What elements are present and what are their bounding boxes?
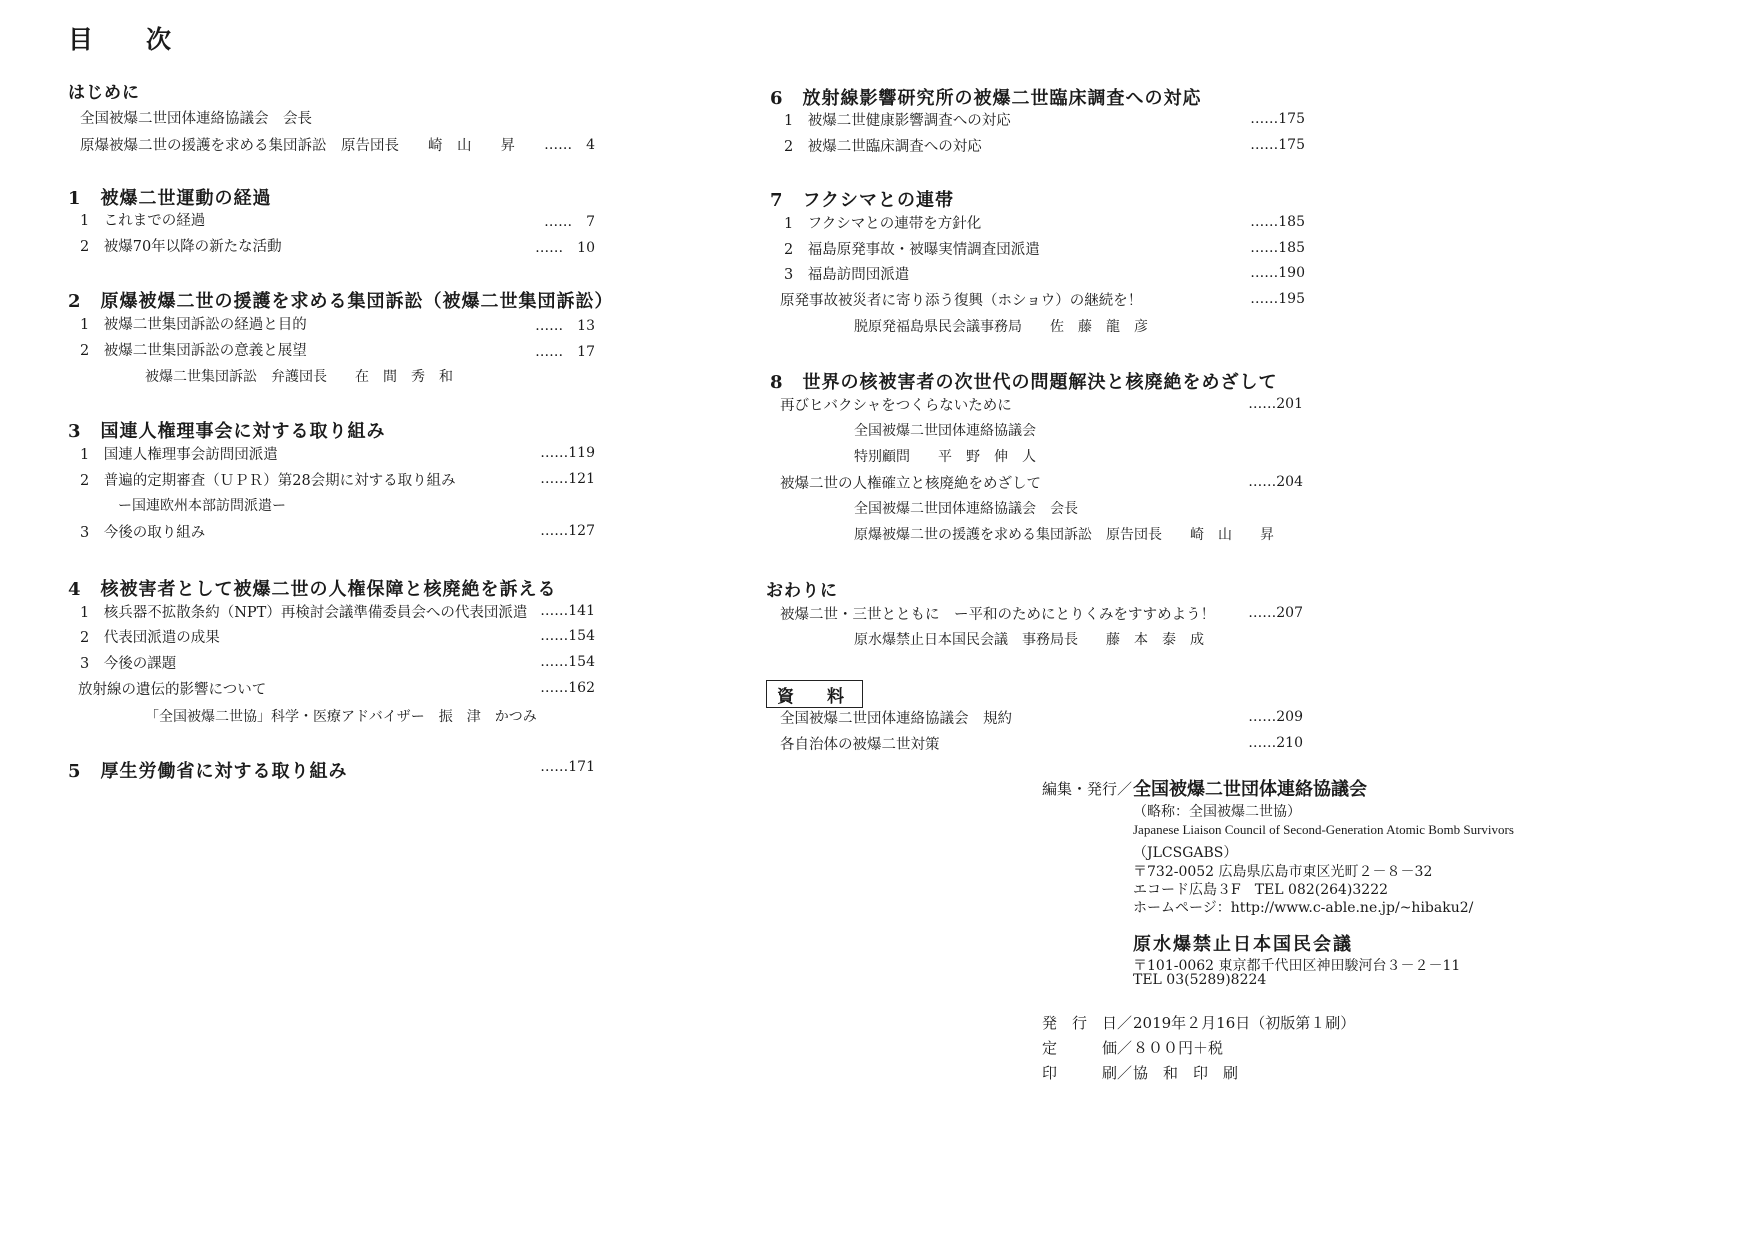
toc-item-page: ……127 <box>540 523 595 539</box>
section-2-author: 被爆二世集団訴訟 弁護団長 在 間 秀 和 <box>145 369 453 385</box>
toc-item[interactable]: 2 普遍的定期審査（ＵＰＲ）第28会期に対する取り組み <box>80 473 456 489</box>
toc-item[interactable]: 1 フクシマとの連帯を方針化 <box>784 216 982 232</box>
toc-item-page: ……209 <box>1248 709 1303 725</box>
publish-date-label: 発 行 日／ <box>1042 1014 1133 1032</box>
toc-item[interactable]: 被爆二世・三世とともに ー平和のためにとりくみをすすめよう！ <box>780 607 1216 623</box>
toc-item-page: ……210 <box>1248 735 1303 751</box>
toc-item[interactable]: 被爆二世の人権確立と核廃絶をめざして <box>780 476 1041 492</box>
publisher-abbrev: （略称：全国被爆二世協） <box>1133 804 1301 820</box>
toc-item[interactable]: 3 今後の取り組み <box>80 525 206 541</box>
toc-item-page: ……185 <box>1250 240 1305 256</box>
section-8-author-a1: 全国被爆二世団体連絡協議会 <box>854 423 1036 439</box>
toc-item-page: ……207 <box>1248 605 1303 621</box>
intro-author-line-2: 原爆被爆二世の援護を求める集団訴訟 原告団長 崎 山 昇 <box>80 138 515 154</box>
toc-item-page: ……121 <box>540 471 595 487</box>
price-value: ８００円＋税 <box>1133 1039 1224 1057</box>
section-8-author-b1: 全国被爆二世団体連絡協議会 会長 <box>854 501 1078 517</box>
section-7-author: 脱原発福島県民会議事務局 佐 藤 龍 彦 <box>854 319 1148 335</box>
section-6-heading[interactable]: 6 放射線影響研究所の被爆二世臨床調査への対応 <box>770 88 1202 109</box>
section-3-subline: ー国連欧州本部訪問派遣ー <box>118 498 286 514</box>
section-3-heading[interactable]: 3 国連人権理事会に対する取り組み <box>68 421 386 442</box>
toc-item[interactable]: 3 福島訪問団派遣 <box>784 267 910 283</box>
publisher-name: 全国被爆二世団体連絡協議会 <box>1133 779 1367 800</box>
toc-item[interactable]: 2 被爆二世集団訴訟の意義と展望 <box>80 343 307 359</box>
section-8-author-b2: 原爆被爆二世の援護を求める集団訴訟 原告団長 崎 山 昇 <box>854 527 1274 543</box>
intro-page: …… 4 <box>544 137 595 153</box>
toc-item-page: ……175 <box>1250 111 1305 127</box>
closing-author: 原水爆禁止日本国民会議 事務局長 藤 本 泰 成 <box>854 632 1204 648</box>
toc-item-page: ……195 <box>1250 291 1305 307</box>
toc-item[interactable]: 1 核兵器不拡散条約（NPT）再検討会議準備委員会への代表団派遣 <box>80 605 528 621</box>
intro-heading[interactable]: はじめに <box>68 83 140 103</box>
toc-item-page: ……154 <box>540 628 595 644</box>
toc-item[interactable]: 再びヒバクシャをつくらないために <box>780 398 1012 414</box>
section-1-heading[interactable]: 1 被爆二世運動の経過 <box>68 188 272 209</box>
materials-heading-box[interactable]: 資 料 <box>766 680 863 708</box>
toc-item[interactable]: 2 福島原発事故・被曝実情調査団派遣 <box>784 242 1040 258</box>
toc-item[interactable]: 1 被爆二世健康影響調査への対応 <box>784 113 1011 129</box>
page-title: 目 次 <box>68 25 186 54</box>
toc-item-page: …… 7 <box>544 214 595 230</box>
publisher-english-name: Japanese Liaison Council of Second-Generation Atomic Bomb Survivors <box>1133 822 1514 837</box>
publisher-english-abbrev: （JLCSGABS） <box>1133 845 1238 861</box>
section-2-heading[interactable]: 2 原爆被爆二世の援護を求める集団訴訟（被爆二世集団訴訟） <box>68 291 614 312</box>
toc-item-page: …… 13 <box>535 318 595 334</box>
printer-value: 協 和 印 刷 <box>1133 1064 1239 1082</box>
toc-item-page: ……119 <box>540 445 595 461</box>
toc-item-page: ……175 <box>1250 137 1305 153</box>
toc-item-page: …… 10 <box>535 240 595 256</box>
toc-item[interactable]: 1 これまでの経過 <box>80 213 206 229</box>
section-8-heading[interactable]: 8 世界の核被害者の次世代の問題解決と核廃絶をめざして <box>770 372 1278 393</box>
section-5-page: ……171 <box>540 759 595 775</box>
toc-item[interactable]: 全国被爆二世団体連絡協議会 規約 <box>780 711 1012 727</box>
toc-item-page: ……185 <box>1250 214 1305 230</box>
org2-tel: TEL 03(5289)8224 <box>1133 972 1267 988</box>
toc-item[interactable]: 放射線の遺伝的影響について <box>78 682 267 698</box>
section-4-heading[interactable]: 4 核被害者として被爆二世の人権保障と核廃絶を訴える <box>68 579 557 600</box>
toc-item-page: ……162 <box>540 680 595 696</box>
toc-item[interactable]: 1 被爆二世集団訴訟の経過と目的 <box>80 317 307 333</box>
address-line-1: 〒732-0052 広島県広島市東区光町２－８－32 <box>1133 864 1433 880</box>
section-4-author: 「全国被爆二世協」科学・医療アドバイザー 振 津 かつみ <box>145 709 537 725</box>
toc-item-page: ……201 <box>1248 396 1303 412</box>
printer-label: 印 刷／ <box>1042 1064 1133 1082</box>
intro-author-line-1: 全国被爆二世団体連絡協議会 会長 <box>80 111 312 127</box>
publisher-prefix: 編集・発行／ <box>1042 780 1133 798</box>
toc-item-page: ……141 <box>540 603 595 619</box>
toc-item[interactable]: 2 代表団派遣の成果 <box>80 630 220 646</box>
toc-item-page: …… 17 <box>535 344 595 360</box>
closing-heading[interactable]: おわりに <box>766 581 838 601</box>
section-5-heading[interactable]: 5 厚生労働省に対する取り組み <box>68 761 348 782</box>
toc-item[interactable]: 2 被爆二世臨床調査への対応 <box>784 139 982 155</box>
toc-item-page: ……204 <box>1248 474 1303 490</box>
toc-item[interactable]: 2 被爆70年以降の新たな活動 <box>80 239 282 255</box>
publish-date-value: 2019年２月16日（初版第１刷） <box>1133 1014 1356 1032</box>
toc-item-page: ……190 <box>1250 265 1305 281</box>
homepage-link[interactable]: ホームページ：http://www.c-able.ne.jp/~hibaku2/ <box>1133 900 1474 916</box>
toc-item[interactable]: 1 国連人権理事会訪問団派遣 <box>80 447 278 463</box>
toc-item[interactable]: 各自治体の被爆二世対策 <box>780 737 940 753</box>
toc-item[interactable]: 3 今後の課題 <box>80 656 177 672</box>
section-7-heading[interactable]: 7 フクシマとの連帯 <box>770 190 954 211</box>
org2-address: 〒101-0062 東京都千代田区神田駿河台３－２－11 <box>1133 958 1461 974</box>
toc-item[interactable]: 原発事故被災者に寄り添う復興（ホショウ）の継続を！ <box>780 293 1143 309</box>
address-line-2: エコード広島３F TEL 082(264)3222 <box>1133 882 1389 898</box>
org2-name: 原水爆禁止日本国民会議 <box>1133 934 1353 955</box>
price-label: 定 価／ <box>1042 1039 1133 1057</box>
toc-item-page: ……154 <box>540 654 595 670</box>
section-8-author-a2: 特別顧問 平 野 伸 人 <box>854 449 1036 465</box>
